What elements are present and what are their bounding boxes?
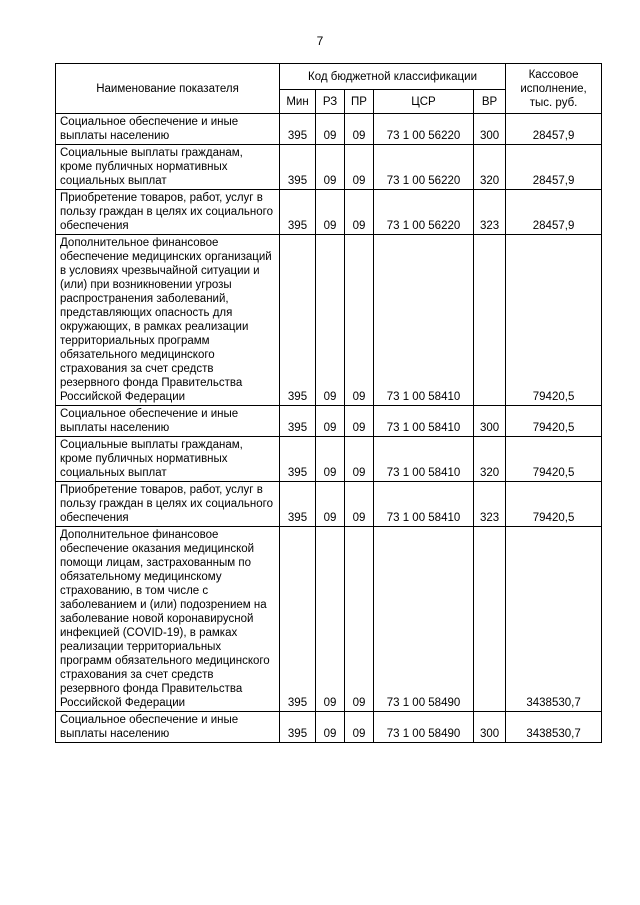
cell-csr: 73 1 00 58490 bbox=[374, 527, 474, 712]
cell-rz: 09 bbox=[316, 114, 345, 145]
cell-pr: 09 bbox=[345, 437, 374, 482]
cell-csr: 73 1 00 56220 bbox=[374, 114, 474, 145]
cell-min: 395 bbox=[280, 190, 316, 235]
cell-pr: 09 bbox=[345, 527, 374, 712]
header-name: Наименование показателя bbox=[56, 64, 280, 114]
cell-vr: 323 bbox=[474, 190, 506, 235]
cell-name: Социальное обеспечение и иные выплаты населению bbox=[56, 406, 280, 437]
header-min: Мин bbox=[280, 90, 316, 114]
cell-csr: 73 1 00 58410 bbox=[374, 406, 474, 437]
cell-amount: 79420,5 bbox=[506, 406, 602, 437]
cell-csr: 73 1 00 58410 bbox=[374, 235, 474, 406]
cell-rz: 09 bbox=[316, 712, 345, 743]
cell-amount: 79420,5 bbox=[506, 437, 602, 482]
cell-amount: 28457,9 bbox=[506, 190, 602, 235]
cell-rz: 09 bbox=[316, 145, 345, 190]
table-row bbox=[56, 235, 602, 406]
cell-pr: 09 bbox=[345, 406, 374, 437]
table-row bbox=[56, 190, 602, 235]
page-number: 7 bbox=[316, 34, 324, 48]
cell-rz: 09 bbox=[316, 482, 345, 527]
cell-name: Социальное обеспечение и иные выплаты населению bbox=[56, 712, 280, 743]
cell-vr: 300 bbox=[474, 406, 506, 437]
cell-vr: 320 bbox=[474, 437, 506, 482]
cell-csr: 73 1 00 56220 bbox=[374, 190, 474, 235]
cell-pr: 09 bbox=[345, 114, 374, 145]
cell-min: 395 bbox=[280, 114, 316, 145]
header-rz: РЗ bbox=[316, 90, 345, 114]
cell-name: Приобретение товаров, работ, услуг в пользу граждан в целях их социального обеспечения bbox=[56, 190, 280, 235]
cell-rz: 09 bbox=[316, 406, 345, 437]
cell-name: Дополнительное финансовое обеспечение оказания медицинской помощи лицам, застрахованным по обязательному медицинскому страхованию, в том числе с заболеванием и (или) подозрением на заболевание новой коронавирусной инфекцией (COVID-19), в рамках реализации территориальных программ обязательного медицинского страхования за счет средств резервного фонда Правительства Российской Федерации bbox=[56, 527, 280, 712]
cell-name: Социальные выплаты гражданам, кроме публичных нормативных социальных выплат bbox=[56, 145, 280, 190]
cell-pr: 09 bbox=[345, 145, 374, 190]
cell-pr: 09 bbox=[345, 235, 374, 406]
cell-rz: 09 bbox=[316, 235, 345, 406]
header-vr: ВР bbox=[474, 90, 506, 114]
cell-vr: 323 bbox=[474, 482, 506, 527]
cell-csr: 73 1 00 58410 bbox=[374, 437, 474, 482]
cell-min: 395 bbox=[280, 527, 316, 712]
cell-name: Приобретение товаров, работ, услуг в пользу граждан в целях их социального обеспечения bbox=[56, 482, 280, 527]
table-row bbox=[56, 437, 602, 482]
cell-amount: 3438530,7 bbox=[506, 712, 602, 743]
cell-pr: 09 bbox=[345, 482, 374, 527]
header-csr: ЦСР bbox=[374, 90, 474, 114]
cell-vr bbox=[474, 235, 506, 406]
cell-vr bbox=[474, 527, 506, 712]
cell-min: 395 bbox=[280, 712, 316, 743]
cell-name: Социальное обеспечение и иные выплаты населению bbox=[56, 114, 280, 145]
cell-amount: 28457,9 bbox=[506, 114, 602, 145]
header-execution: Кассовое исполнение, тыс. руб. bbox=[506, 64, 602, 114]
cell-rz: 09 bbox=[316, 437, 345, 482]
budget-table bbox=[55, 63, 602, 743]
cell-min: 395 bbox=[280, 235, 316, 406]
table-row bbox=[56, 406, 602, 437]
table-row bbox=[56, 145, 602, 190]
cell-vr: 300 bbox=[474, 712, 506, 743]
table-row bbox=[56, 114, 602, 145]
cell-vr: 300 bbox=[474, 114, 506, 145]
cell-amount: 79420,5 bbox=[506, 235, 602, 406]
cell-csr: 73 1 00 58410 bbox=[374, 482, 474, 527]
cell-rz: 09 bbox=[316, 190, 345, 235]
cell-min: 395 bbox=[280, 406, 316, 437]
cell-rz: 09 bbox=[316, 527, 345, 712]
table-row bbox=[56, 712, 602, 743]
cell-name: Социальные выплаты гражданам, кроме публичных нормативных социальных выплат bbox=[56, 437, 280, 482]
cell-min: 395 bbox=[280, 437, 316, 482]
cell-amount: 3438530,7 bbox=[506, 527, 602, 712]
cell-min: 395 bbox=[280, 145, 316, 190]
cell-csr: 73 1 00 56220 bbox=[374, 145, 474, 190]
table-row bbox=[56, 482, 602, 527]
cell-csr: 73 1 00 58490 bbox=[374, 712, 474, 743]
cell-amount: 28457,9 bbox=[506, 145, 602, 190]
cell-pr: 09 bbox=[345, 190, 374, 235]
header-pr: ПР bbox=[345, 90, 374, 114]
cell-pr: 09 bbox=[345, 712, 374, 743]
cell-name: Дополнительное финансовое обеспечение медицинских организаций в условиях чрезвычайной ситуации и (или) при возникновении угрозы распространения заболеваний, представляющих опасность для окружающих, в рамках реализации территориальных программ обязательного медицинского страхования за счет средств резервного фонда Правительства Российской Федерации bbox=[56, 235, 280, 406]
cell-amount: 79420,5 bbox=[506, 482, 602, 527]
table-row bbox=[56, 527, 602, 712]
header-code-group: Код бюджетной классификации bbox=[280, 64, 506, 90]
cell-vr: 320 bbox=[474, 145, 506, 190]
cell-min: 395 bbox=[280, 482, 316, 527]
